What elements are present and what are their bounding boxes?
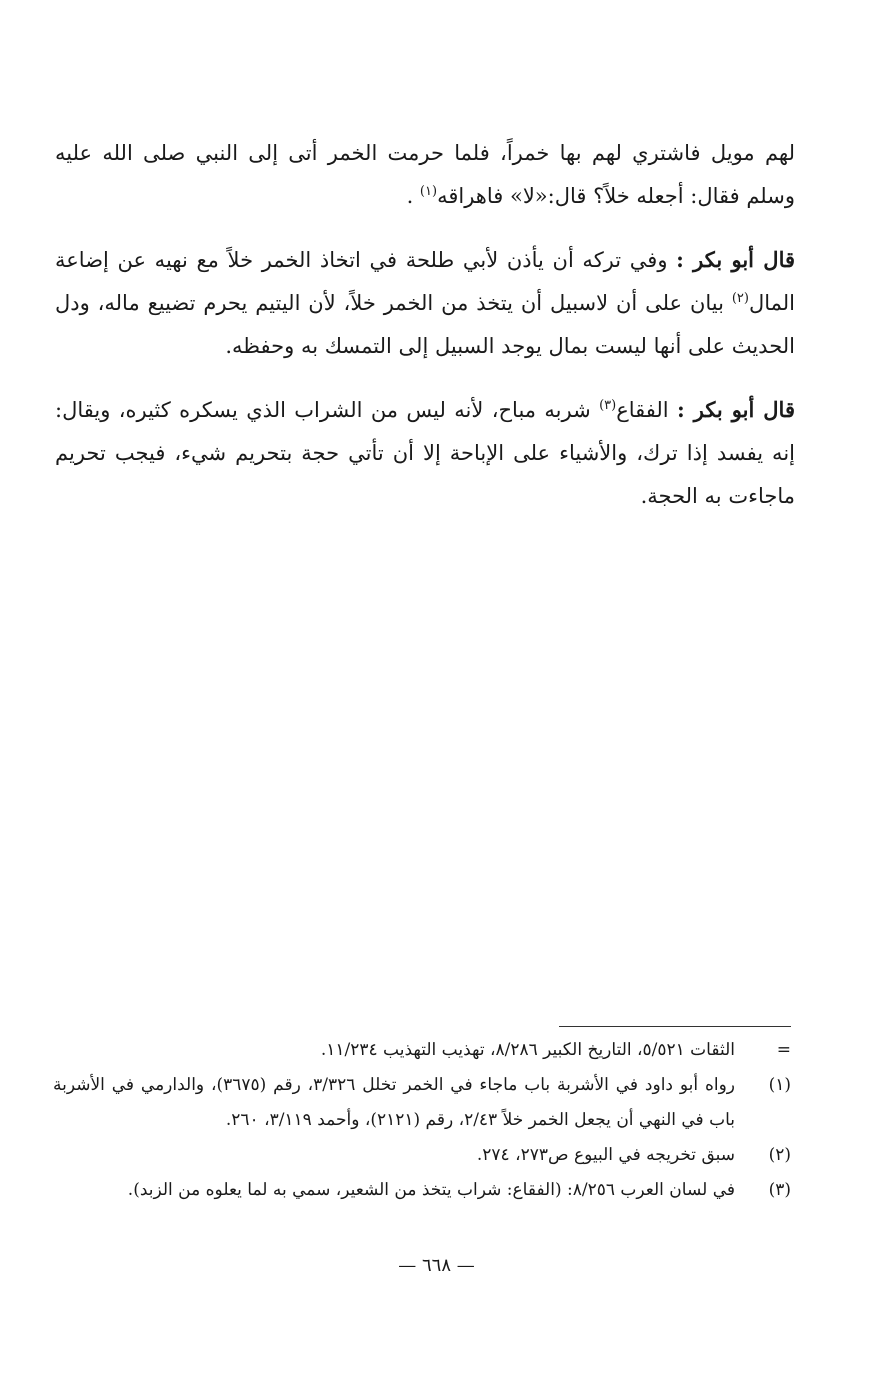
footnote-continued-text: الثقات ٥/٥٢١، التاريخ الكبير ٨/٢٨٦، تهذيب التهذيب ١١/٢٣٤.: [320, 1040, 735, 1060]
footnote-text: سبق تخريجه في البيوع ص٢٧٣، ٢٧٤.: [476, 1145, 735, 1165]
paragraph-2-text-b: بيان على أن لاسبيل أن يتخذ من الخمر خلاً، لأن اليتيم يحرم تضييع ماله، ودل الحديث على أنها ليست بمال يوجد السبيل إلى التمسك به وحفظه.: [55, 291, 795, 358]
continued-mark: =: [776, 1040, 791, 1060]
page-number: — ٦٦٨ —: [398, 1255, 475, 1276]
paragraph-3-text-a: الفقاع: [616, 398, 677, 422]
footnote-number: (١): [768, 1075, 791, 1095]
footnotes: [53, 1026, 791, 1208]
footnote-ref-1[interactable]: (١): [419, 184, 438, 199]
footnote-divider: [559, 1026, 791, 1027]
footnote-text: رواه أبو داود في الأشربة باب ماجاء في الخمر تخلل ٣/٣٢٦، رقم (٣٦٧٥)، والدارمي في الأشربة باب في النهي أن يجعل الخمر خلاً ٢/٤٣، رقم (٢١٢١)، وأحمد ٣/١١٩، ٢٦٠.: [53, 1075, 735, 1130]
footnote-number: (٣): [768, 1180, 791, 1200]
paragraph-1: [55, 132, 795, 218]
speaker-label: قال أبو بكر :: [676, 247, 796, 272]
paragraph-1-tail: .: [406, 184, 420, 208]
footnote-1: [53, 1068, 791, 1138]
footnote-number: (٢): [768, 1145, 791, 1165]
paragraph-2: [55, 238, 795, 368]
paragraph-2-text-a: وفي تركه أن يأذن لأبي طلحة في اتخاذ الخمر خلاً مع نهيه عن إضاعة المال: [55, 248, 795, 315]
footnote-ref-3[interactable]: (٣): [599, 398, 617, 413]
footnote-text: في لسان العرب ٨/٢٥٦: (الفقاع: شراب يتخذ من الشعير، سمي به لما يعلوه من الزبد).: [127, 1180, 735, 1200]
footnote-continued: [53, 1033, 791, 1068]
speaker-label: قال أبو بكر :: [676, 397, 795, 422]
paragraph-3-text-b: شربه مباح، لأنه ليس من الشراب الذي يسكره كثيره، ويقال: إنه يفسد إذا ترك، والأشياء على الإباحة إلا أن تأتي حجة بتحريم شيء، فيجب تحريم ماجاءت به الحجة.: [55, 398, 795, 508]
paragraph-1-text: لهم مويل فاشتري لهم بها خمراً، فلما حرمت الخمر أتى إلى النبي صلى الله عليه وسلم فقال: أجعله خلاً؟ قال:«لا» فاهراقه: [55, 141, 795, 208]
footnote-ref-2[interactable]: (٢): [731, 291, 749, 306]
paragraph-3: [55, 388, 795, 518]
main-text: [55, 132, 795, 538]
footnote-3: [53, 1173, 791, 1208]
footnote-2: [53, 1138, 791, 1173]
